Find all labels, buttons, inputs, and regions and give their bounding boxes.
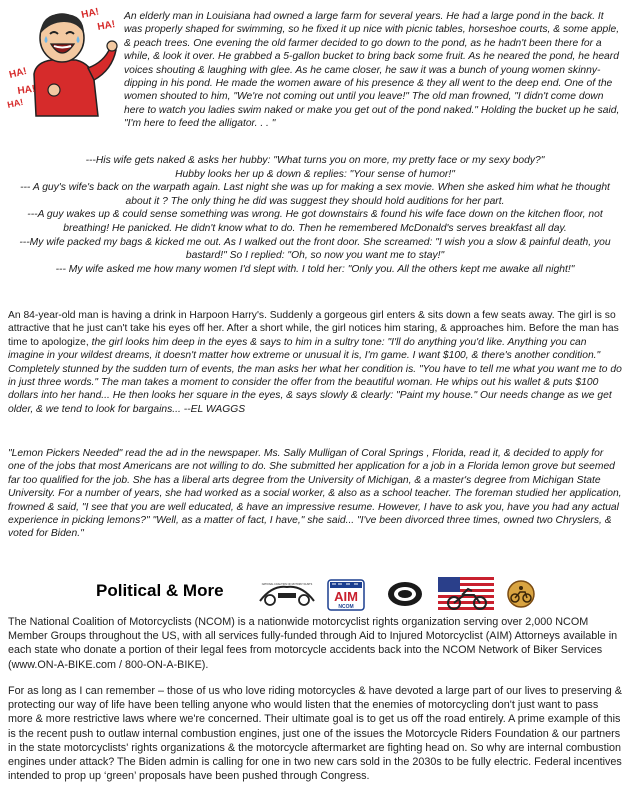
farmer-joke [8,10,622,131]
lemon-pickers-joke: "Lemon Pickers Needed" read the ad in the newspaper. Ms. Sally Mulligan of Coral Springs , Florida, read it, & decided to apply for one of the jobs that most Americans are not willing to do. She submitted her application for a job in a Florida lemon grove but seemed far too qualified for the job. She has a liberal arts degree from the University of Michigan, & a master's degree from Michigan State University. For a number of years, she had worked as a social worker, & also as a school teacher. The foreman studied her application, frowned & said, "I see that you are well educated, & have an impressive resume. However, I have to ask you, have you had any actual experience in picking lemons?" "Well, as a matter of fact, I have," she said... "I've been divorced three times, owned two Chryslers, & voted for Biden." [8,448,622,540]
one-liner: ---His wife gets naked & asks her hubby: "What turns you on more, my pretty face or my sexy body?" [85,155,545,166]
one-liner: ---A guy wakes up & could sense something was wrong. He got downstairs & found his wife face down on the kitchen floor, not breathing! He panicked. He didn't know what to do. Then he remembered McDonald's serves breakfast all day. [27,209,603,234]
ncom-article: The National Coalition of Motorcyclists (NCOM) is a nationwide motorcyclist rights organization serving over 2,000 NCOM Member Groups throughout the US, with all services fully-funded through Aid to Injured Motorcyclist (AIM) Attorneys available in each state who donate a portion of their legal fees from motorcycle accidents back into the NCOM Network of Biker Services (www.ON-A-BIKE.com / 800-ON-A-BIKE). [8,616,618,671]
american-flag-motorcycle-icon [438,577,494,611]
motorcycle-emblem-icon [386,580,424,608]
aim-logo-subtext: NCOM [338,604,354,610]
one-liner: --- My wife asked me how many women I'd slept with. I told her: "Only you. All the others kept me awake all night!" [55,263,575,275]
ncom-logo-icon [256,581,318,607]
harpoon-joke-part-2: the girl looks him deep in the eyes & says to him in a sultry tone: "I'll do anything you'd like. Anything you can imagine in your wildest dreams, it doesn't matter how extreme or unusual it is, I'm game. I want $100, & there's another condition." Completely stunned by the sudden turn of events, the man asks her what her condition is. "You have to tell me what you want me to do in just three words." The man takes a moment to consider the offer from the beautiful woman. He whips out his wallet & puts $100 dollars into her hand... He then looks her square in the eyes, & says slowly & clearly: "Paint my house." Our needs change as we get older, & we tend to look for bargains... --EL WAGGS [8,336,622,415]
farmer-joke-text: An elderly man in Louisiana had owned a large farm for several years. He had a large pond in the back. It was properly shaped for swimming, so he fixed it up nice with picnic tables, horseshoe courts, & some apple, & peach trees. One evening the old farmer decided to go down to the pond, as he hadn't been there for a while, & look it over. He grabbed a 5-gallon bucket to bring back some fruit. As he neared the pond, he heard voices shouting & laughing with glee. As he came closer, he saw it was a bunch of young women skinny-dipping in his pond. He made the women aware of his presence & they all went to the deep end. One of the women shouted to him, "We're not coming out until you leave!" The old man frowned, "I didn't come down here to watch you ladies swim naked or make you get out of the pond naked." Holding the bucket up he said, "I'm here to feed the alligator. . . " [124,11,620,130]
laugh-text: HA! [80,6,101,21]
one-liner: ---My wife packed my bags & kicked me out. As I walked out the front door. She screamed: "I wish you a slow & painful death, you bastard!" So I replied: "Oh, so now you want me to stay!" [19,236,611,262]
ncom-logo-text: NATIONAL COALITION OF MOTORCYCLISTS [261,583,313,586]
one-liner: --- A guy's wife's back on the warpath again. Last night she was up for making a sex movie. When she asked him what he thought about it ? The only thing he did was suggest they should hold auditions for her part. [20,182,610,207]
one-liner-jokes [8,154,622,276]
harpoon-harry-joke [8,309,622,416]
aim-logo-icon [326,578,366,612]
aim-logo-text: AIM [334,589,358,604]
laugh-text: HA! [96,19,117,33]
laugh-text: HA! [16,83,37,97]
laugh-text: HA! [6,96,25,110]
section-header [96,577,536,613]
rider-badge-icon [506,579,536,609]
section-title: Political & More [96,581,224,600]
one-liner: Hubby looks her up & down & replies: "Your sense of humor!" [175,168,455,180]
harpoon-joke-part-1: An 84-year-old man is having a drink in Harpoon Harry's. Suddenly a gorgeous girl enters & sits down a few seats away. The girl is so attractive that he just can't take his eyes off her. After a short while, the girl notices him staring, & approaches him. Before the man has time to apologize, [8,310,619,348]
advocacy-article: For as long as I can remember – those of us who love riding motorcycles & have devoted a large part of our lives to preserving & protecting our way of life have been telling anyone who would listen that the enemies of motorcycling don't just want to pass more & more restrictive laws where we're concerned. Their ultimate goal is to get us off the road entirely. A prime example of this is the recent push to outlaw internal combustion engines, just one of the issues the Motorcycle Riders Foundation & our partners in the state motorcyclists' rights organizations & the motorcycle aftermarket are fighting head on. So why are internal combustion engines under attack? The Biden admin is calling for one in two new cars sold in the 2030s to be fully electric. Federal incentives intended to prop up ‘green’ proposals have been pushed through Congress. [8,685,622,783]
laugh-text: HA! [8,65,28,81]
